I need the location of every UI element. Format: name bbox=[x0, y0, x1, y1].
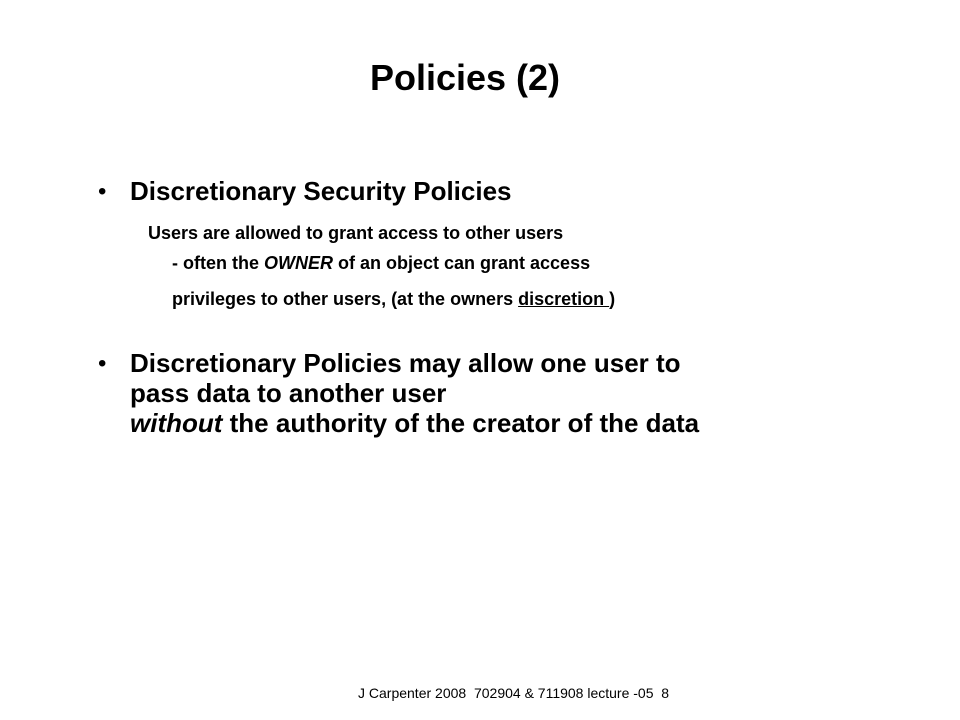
bullet-discretionary-policies bbox=[98, 348, 699, 438]
bullet-dot-icon: • bbox=[98, 350, 107, 377]
slide-title: Policies (2) bbox=[369, 57, 561, 98]
bullet-line-3 bbox=[130, 408, 699, 438]
slide-footer: J Carpenter 2008 702904 & 711908 lecture -05 8 bbox=[358, 685, 670, 701]
bullet-line-1: Discretionary Policies may allow one user to bbox=[130, 348, 681, 378]
sub-point-line-2 bbox=[172, 250, 590, 276]
sub-point-line-2-prefix: - often the bbox=[172, 253, 264, 273]
sub-point-line-3-prefix: privileges to other users, (at the owners bbox=[172, 289, 519, 309]
discretion-underlined: discretion bbox=[518, 289, 610, 309]
sub-point-line-2-suffix: of an object can grant access bbox=[333, 253, 591, 273]
sub-point-line-3-suffix: ) bbox=[609, 289, 616, 309]
owner-emphasis: OWNER bbox=[264, 253, 333, 273]
bullet-discretionary-security-policies bbox=[98, 176, 512, 208]
bullet-body bbox=[130, 348, 699, 438]
bullet-line-3-suffix: the authority of the creator of the data bbox=[222, 408, 700, 438]
bullet-line-2: pass data to another user bbox=[130, 378, 447, 408]
without-emphasis: without bbox=[130, 408, 223, 438]
bullet-dot-icon: • bbox=[98, 178, 107, 205]
bullet-heading: Discretionary Security Policies bbox=[130, 176, 512, 206]
sub-point-line-3 bbox=[172, 286, 615, 312]
sub-point-line-1: Users are allowed to grant access to other users bbox=[148, 223, 564, 243]
